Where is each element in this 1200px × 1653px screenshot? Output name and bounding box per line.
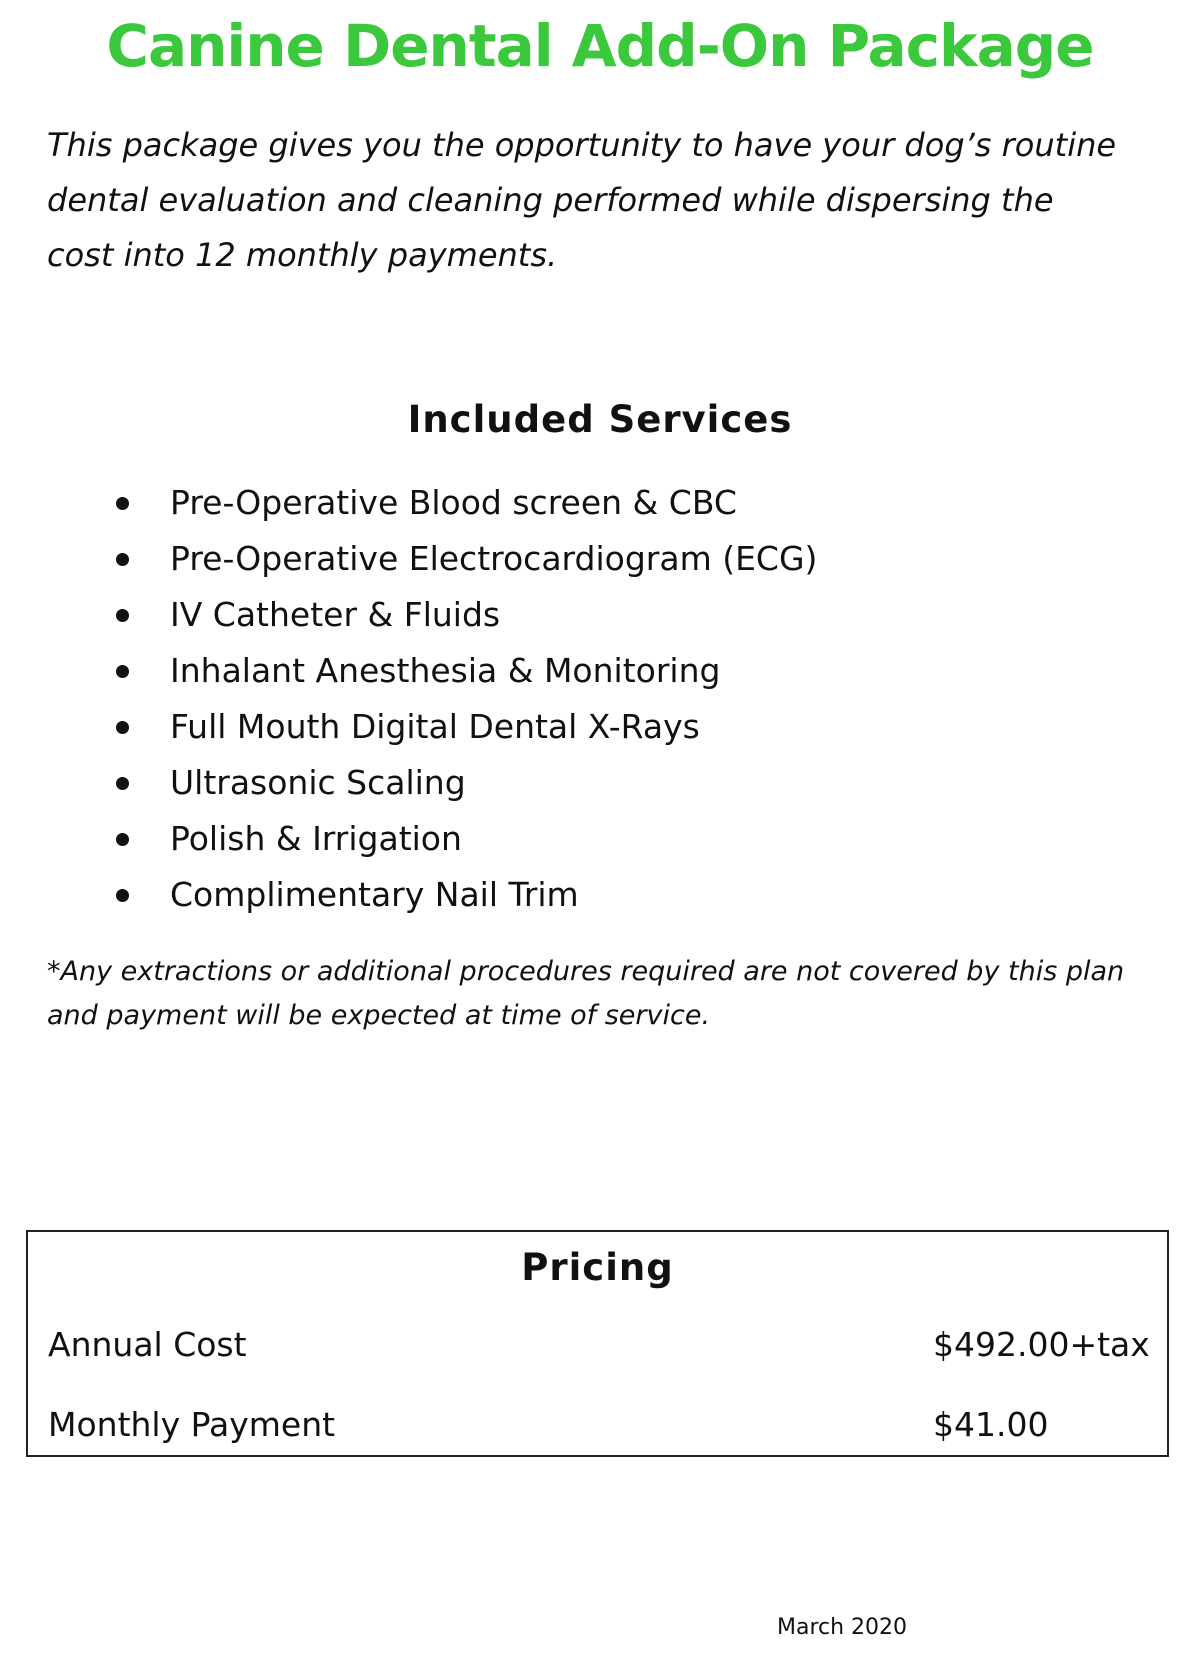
service-label: Inhalant Anesthesia & Monitoring	[170, 651, 721, 690]
services-list	[0, 475, 1200, 923]
intro-line: dental evaluation and cleaning performed while dispersing the	[47, 181, 1054, 219]
intro-line: cost into 12 monthly payments.	[47, 236, 558, 274]
service-item	[0, 587, 1200, 643]
pricing-value: $492.00+tax	[933, 1325, 1150, 1364]
service-label: Pre-Operative Blood screen & CBC	[170, 483, 737, 522]
pricing-row-annual-cost	[48, 1320, 1148, 1370]
service-item	[0, 643, 1200, 699]
bullet-icon	[116, 889, 129, 902]
pricing-value: $41.00	[933, 1405, 1049, 1444]
service-label: Ultrasonic Scaling	[170, 763, 466, 802]
intro-line: This package gives you the opportunity to have your dog’s routine	[47, 126, 1117, 164]
service-label: Complimentary Nail Trim	[170, 875, 579, 914]
service-item	[0, 531, 1200, 587]
page-title: Canine Dental Add-On Package	[106, 12, 1094, 80]
bullet-icon	[116, 833, 129, 846]
service-label: Pre-Operative Electrocardiogram (ECG)	[170, 539, 818, 578]
pricing-row-monthly-payment	[48, 1400, 1148, 1450]
pricing-box	[26, 1230, 1169, 1457]
bullet-icon	[116, 497, 129, 510]
service-label: Full Mouth Digital Dental X-Rays	[170, 707, 700, 746]
service-item	[0, 867, 1200, 923]
services-heading: Included Services	[407, 398, 793, 441]
footnote-line: *Any extractions or additional procedures required are not covered by this plan	[47, 956, 1125, 987]
footnote	[47, 950, 1167, 1038]
bullet-icon	[116, 553, 129, 566]
document-date: March 2020	[777, 1615, 908, 1640]
pricing-heading: Pricing	[521, 1246, 674, 1289]
service-label: IV Catheter & Fluids	[170, 595, 501, 634]
bullet-icon	[116, 721, 129, 734]
service-item	[0, 755, 1200, 811]
bullet-icon	[116, 665, 129, 678]
service-item	[0, 699, 1200, 755]
service-item	[0, 811, 1200, 867]
bullet-icon	[116, 609, 129, 622]
intro-paragraph	[47, 118, 1167, 283]
pricing-label: Annual Cost	[48, 1325, 247, 1364]
service-item	[0, 475, 1200, 531]
service-label: Polish & Irrigation	[170, 819, 462, 858]
footnote-line: and payment will be expected at time of service.	[47, 1000, 711, 1031]
pricing-label: Monthly Payment	[48, 1405, 336, 1444]
bullet-icon	[116, 777, 129, 790]
